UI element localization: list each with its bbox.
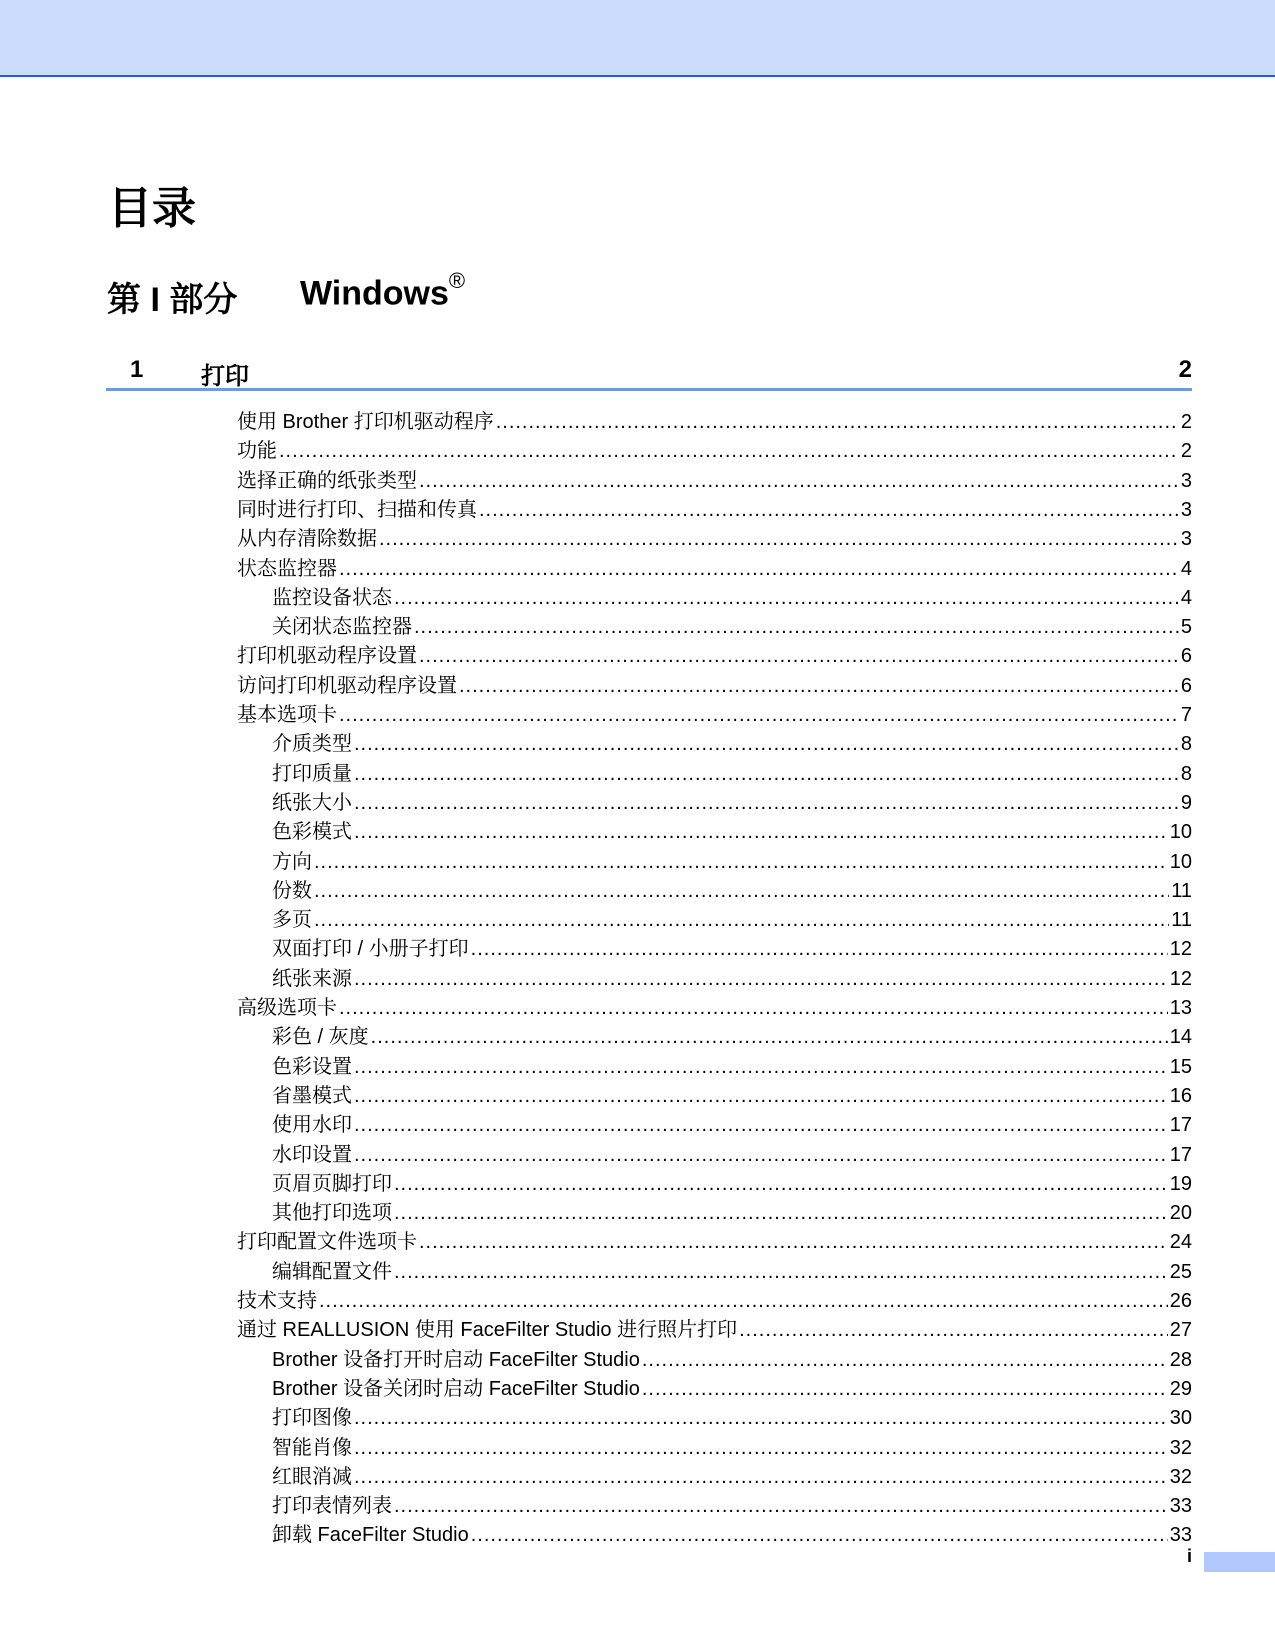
part-name: Windows [300,274,449,313]
toc-entry[interactable] [237,991,1192,1019]
toc-entry[interactable] [237,522,1192,550]
toc-entry[interactable] [272,1020,1192,1048]
toc-entry-page: 10 [1169,821,1192,844]
page-number: i [1187,1546,1193,1566]
toc-entry[interactable] [237,1225,1192,1253]
toc-entry[interactable] [272,903,1192,931]
dot-leader [379,528,1179,551]
dot-leader [354,792,1179,815]
toc-entry-page: 8 [1180,762,1192,785]
toc-entry[interactable] [272,1108,1192,1136]
dot-leader [371,1026,1168,1049]
toc-entry-page: 3 [1180,498,1192,521]
toc-entry[interactable] [272,845,1192,873]
toc-entry-text: Brother 设备关闭时启动 FaceFilter Studio [272,1377,640,1400]
dot-leader [739,1319,1168,1342]
toc-entry-text: 色彩设置 [272,1055,352,1078]
toc-entry-text: 使用水印 [272,1114,352,1137]
toc-entry-page: 4 [1180,557,1192,580]
toc-entry-page: 30 [1169,1407,1192,1430]
toc-entry-text: 监控设备状态 [272,586,392,609]
toc-entry-text: 色彩模式 [272,821,352,844]
toc-entry-text: 红眼消减 [272,1465,352,1488]
toc-entry[interactable] [272,757,1192,785]
toc-entry-page: 8 [1180,733,1192,756]
header-band [0,0,1275,77]
toc-entry[interactable] [272,1050,1192,1078]
dot-leader [394,1173,1168,1196]
chapter-number: 1 [130,356,144,383]
toc-entry-text: 水印设置 [272,1143,352,1166]
dot-leader [642,1349,1168,1372]
dot-leader [319,1290,1168,1313]
toc-entry-page: 6 [1180,674,1192,697]
toc-entry-text: 编辑配置文件 [272,1260,392,1283]
toc-entry-text: 关闭状态监控器 [272,616,412,639]
dot-leader [471,1524,1168,1547]
toc-entry-text: 打印机驱动程序设置 [237,645,417,668]
dot-leader [354,968,1168,991]
toc-entry[interactable] [272,1255,1192,1283]
toc-entry-text: 通过 REALLUSION 使用 FaceFilter Studio 进行照片打印 [237,1319,738,1342]
toc-entry-page: 7 [1180,704,1192,726]
toc-entry-page: 32 [1169,1465,1192,1488]
toc-entry-page: 5 [1180,616,1192,639]
toc-entry[interactable] [237,552,1192,580]
toc-entry-text: 从内存清除数据 [237,528,377,551]
dot-leader [419,1231,1168,1254]
toc-entry-page: 33 [1169,1524,1192,1547]
toc-entry-text: 打印表情列表 [272,1495,392,1518]
dot-leader [279,440,1179,463]
toc-entry[interactable] [272,1167,1192,1195]
toc-entry-page: 17 [1169,1143,1192,1166]
toc-entry[interactable] [272,962,1192,990]
toc-entry[interactable] [272,727,1192,755]
toc-entry-text: 访问打印机驱动程序设置 [237,674,457,697]
toc-entry-page: 10 [1169,850,1192,873]
dot-leader [471,938,1168,961]
toc-entry-page: 2 [1180,440,1192,463]
toc-entry-page: 11 [1171,879,1192,902]
toc-entry-page: 32 [1169,1436,1192,1459]
chapter-page: 2 [1178,356,1192,383]
toc-entry[interactable] [272,610,1192,638]
toc-entry[interactable] [272,1518,1192,1546]
toc-entry[interactable] [237,698,1192,726]
toc-entry-text: 使用 Brother 打印机驱动程序 [237,411,494,433]
toc-entry-text: 纸张大小 [272,791,352,814]
toc-entry-page: 33 [1169,1495,1192,1518]
toc-entry-page: 19 [1169,1172,1192,1195]
toc-entry[interactable] [272,932,1192,960]
toc-entry[interactable] [272,1401,1192,1429]
toc-entry-page: 29 [1169,1377,1192,1400]
dot-leader [642,1378,1168,1401]
toc-entry-text: 智能肖像 [272,1436,352,1459]
toc-entry[interactable] [272,1079,1192,1107]
toc-entry-text: 打印质量 [272,762,352,785]
dot-leader [354,1437,1168,1460]
toc-entry-page: 25 [1169,1260,1192,1283]
toc-entry-text: 页眉页脚打印 [272,1172,392,1195]
toc-entry-text: 方向 [272,850,312,873]
toc-entry[interactable] [237,434,1192,462]
dot-leader [496,411,1179,434]
toc-entry-page: 28 [1169,1348,1192,1371]
chapter-heading[interactable] [106,356,1192,391]
toc-entry[interactable] [272,815,1192,843]
toc-entry[interactable] [237,669,1192,697]
toc-entry-page: 14 [1169,1026,1192,1049]
toc-entry-text: 多页 [272,909,312,932]
toc-entry-text: Brother 设备打开时启动 FaceFilter Studio [272,1348,640,1371]
toc-entry[interactable] [272,1372,1192,1400]
dot-leader [419,645,1179,668]
toc-entry-page: 3 [1180,528,1192,551]
toc-entry[interactable] [237,493,1192,521]
toc-entry[interactable] [237,405,1192,433]
toc-entry[interactable] [272,1460,1192,1488]
toc-entry-text: 高级选项卡 [237,997,337,1019]
dot-leader [354,1407,1168,1430]
dot-leader [394,1495,1168,1518]
toc-entry[interactable] [237,1284,1192,1312]
dot-leader [459,675,1179,698]
dot-leader [394,1202,1168,1225]
registered-mark: ® [448,268,466,293]
toc-entry-page: 13 [1169,997,1192,1019]
toc-entry-text: 功能 [237,440,277,463]
toc-entry-page: 12 [1169,967,1192,990]
toc-entry-text: 其他打印选项 [272,1202,392,1225]
toc-entry[interactable] [237,1313,1192,1341]
dot-leader [354,1114,1168,1137]
dot-leader [314,851,1168,874]
toc-entry-text: 状态监控器 [237,557,337,580]
chapter-title: 打印 [201,363,249,390]
dot-leader [339,997,1168,1020]
toc-entry-page: 26 [1169,1290,1192,1312]
toc-entry-page: 27 [1169,1319,1192,1342]
dot-leader [314,909,1169,932]
toc-entry-text: 卸载 FaceFilter Studio [272,1524,469,1547]
dot-leader [354,733,1179,756]
dot-leader [354,1144,1168,1167]
toc-entry-text: 双面打印 / 小册子打印 [272,938,469,961]
toc-entry-text: 省墨模式 [272,1084,352,1107]
toc-entry-page: 9 [1180,791,1192,814]
toc-entry-page: 20 [1169,1202,1192,1225]
dot-leader [394,1261,1168,1284]
toc-entry[interactable] [272,581,1192,609]
dot-leader [354,1085,1168,1108]
toc-entry[interactable] [237,464,1192,492]
part-heading [107,268,466,321]
toc-entry-text: 打印图像 [272,1407,352,1430]
toc-entry-page: 15 [1169,1055,1192,1078]
toc-entry[interactable] [272,1343,1192,1371]
toc-entry[interactable] [272,786,1192,814]
toc-entry[interactable] [272,1431,1192,1459]
toc-entry-text: 选择正确的纸张类型 [237,469,417,492]
toc-entry-page: 12 [1169,938,1192,961]
toc-entry-text: 打印配置文件选项卡 [237,1231,417,1254]
dot-leader [354,821,1168,844]
dot-leader [339,558,1179,581]
toc-entry-text: 介质类型 [272,733,352,756]
toc-entry-page: 24 [1169,1231,1192,1254]
toc-entry-page: 17 [1169,1114,1192,1137]
toc-entry[interactable] [272,1196,1192,1224]
toc-entry-page: 4 [1180,586,1192,609]
dot-leader [419,470,1179,493]
dot-leader [339,704,1179,727]
toc-entry-text: 同时进行打印、扫描和传真 [237,498,477,521]
page-title: 目录 [108,184,196,233]
toc-entry[interactable] [272,1138,1192,1166]
toc-entry[interactable] [272,874,1192,902]
toc-entry-page: 2 [1180,411,1192,433]
toc-entry-text: 彩色 / 灰度 [272,1026,369,1049]
page-tab [1204,1552,1275,1572]
toc-entry-page: 3 [1180,469,1192,492]
toc-entry[interactable] [272,1489,1192,1517]
dot-leader [354,1056,1168,1079]
dot-leader [479,499,1179,522]
toc-entry-text: 技术支持 [237,1290,317,1312]
toc-entry[interactable] [237,639,1192,667]
toc-entry-page: 16 [1169,1084,1192,1107]
part-label: 第 I 部分 [107,281,238,319]
toc-entry-text: 份数 [272,879,312,902]
dot-leader [414,616,1179,639]
toc-entry-text: 纸张来源 [272,967,352,990]
dot-leader [394,587,1179,610]
toc-entry-text: 基本选项卡 [237,704,337,726]
dot-leader [354,763,1179,786]
dot-leader [314,880,1169,903]
toc-entry-page: 11 [1171,909,1192,932]
dot-leader [354,1466,1168,1489]
toc-entry-page: 6 [1180,645,1192,668]
